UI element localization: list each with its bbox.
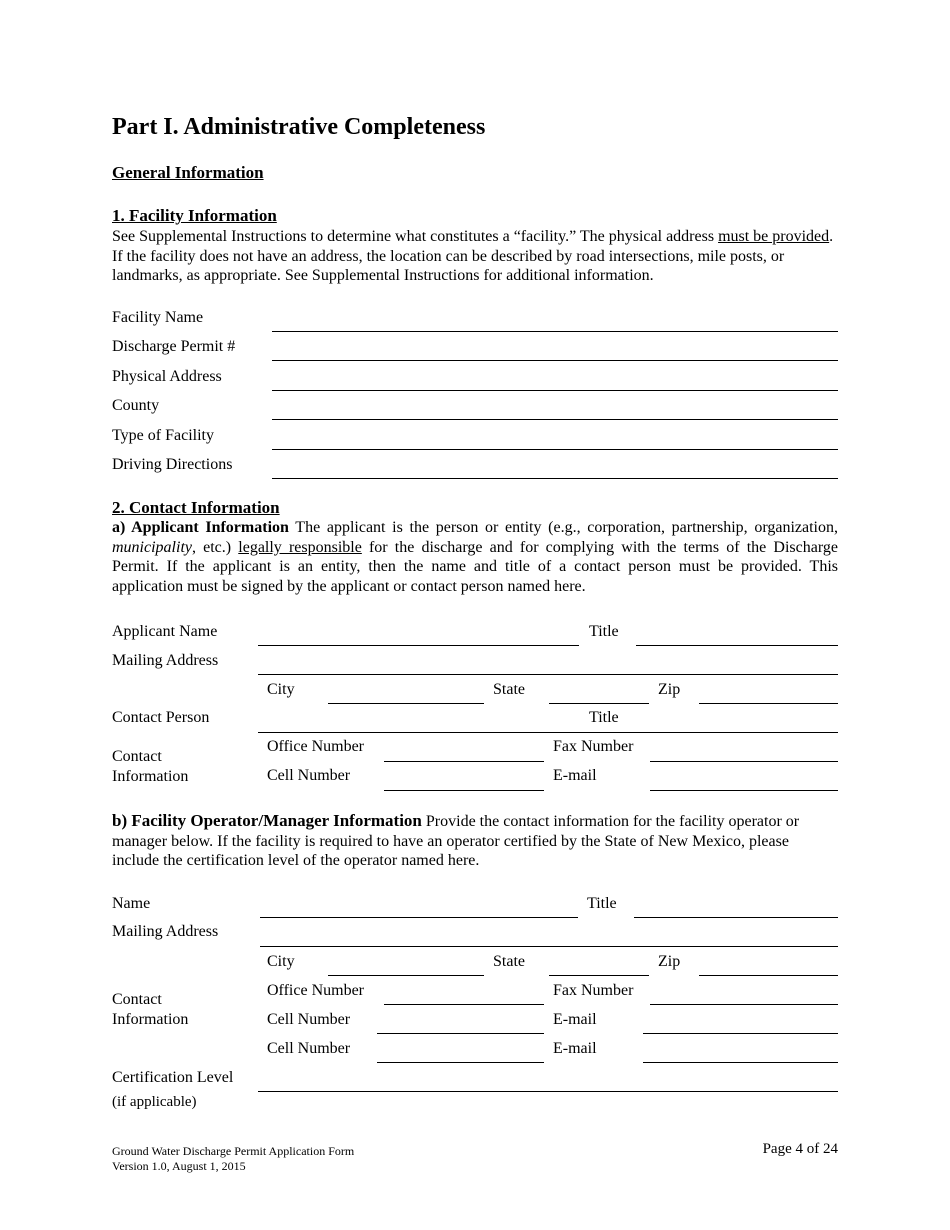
county-field[interactable]: [272, 419, 838, 420]
applicant-title-label: Title: [589, 623, 619, 640]
page-title: Part I. Administrative Completeness: [112, 114, 486, 140]
operator-email-2-field[interactable]: [643, 1062, 838, 1063]
operator-fax-number-label: Fax Number: [553, 982, 634, 999]
applicant-city-label: City: [267, 681, 295, 698]
driving-directions-field[interactable]: [272, 478, 838, 479]
operator-cell-number-label: Cell Number: [267, 1011, 351, 1028]
applicant-zip-field[interactable]: [699, 703, 838, 704]
operator-city-field[interactable]: [328, 975, 484, 976]
operator-cell-number-2-label: Cell Number: [267, 1040, 351, 1057]
operator-cell-number-field[interactable]: [377, 1033, 544, 1034]
operator-cell-number-2-field[interactable]: [377, 1062, 544, 1063]
contact-person-label: Contact Person: [112, 709, 210, 726]
type-of-facility-label: Type of Facility: [112, 427, 214, 444]
operator-name-label: Name: [112, 895, 151, 912]
operator-contact-label: Contact: [112, 991, 162, 1008]
applicant-office-number-label: Office Number: [267, 738, 364, 755]
applicant-cell-number-field[interactable]: [384, 790, 544, 791]
physical-address-field[interactable]: [272, 390, 838, 391]
contact-information-heading: 2. Contact Information: [112, 498, 280, 517]
operator-name-field[interactable]: [260, 917, 578, 918]
operator-information-instructions: b) Facility Operator/Manager Information Provide the contact information for the facility operator or manager below. If the facility is required to have an operator certified by the State of New Mexico, please include the certification level of the operator named here.: [112, 811, 800, 870]
general-information-heading: General Information: [112, 163, 264, 182]
operator-state-field[interactable]: [549, 975, 649, 976]
applicant-fax-number-field[interactable]: [650, 761, 838, 762]
discharge-permit-field[interactable]: [272, 360, 838, 361]
applicant-title-field[interactable]: [636, 645, 838, 646]
contact-person-title-field[interactable]: [578, 732, 838, 733]
applicant-information-instructions: a) Applicant Information The applicant is the person or entity (e.g., corporation, partnership, organization, municipality, etc.) legally responsible for the discharge and for complying with the terms of the Discharge Permit. If the applicant is an entity, then the name and title of a contact person must be provided. This application must be signed by the applicant or contact person named here.: [112, 519, 839, 596]
type-of-facility-field[interactable]: [272, 449, 838, 450]
applicant-mailing-address-field[interactable]: [258, 674, 838, 675]
contact-person-field[interactable]: [258, 732, 578, 733]
physical-address-label: Physical Address: [112, 368, 222, 385]
applicant-state-field[interactable]: [549, 703, 649, 704]
contact-person-title-label: Title: [589, 709, 619, 726]
county-label: County: [112, 397, 160, 414]
applicant-name-label: Applicant Name: [112, 623, 218, 640]
operator-email-2-label: E-mail: [553, 1040, 597, 1057]
page-number: Page 4 of 24: [762, 1141, 838, 1157]
applicant-email-label: E-mail: [553, 767, 597, 784]
operator-state-label: State: [493, 953, 525, 970]
applicant-contact-label: Contact: [112, 748, 162, 765]
operator-zip-label: Zip: [658, 953, 681, 970]
facility-information-instructions: See Supplemental Instructions to determine what constitutes a “facility.” The physical address must be provided. If the facility does not have an address, the location can be described by road intersections, mile posts, or landmarks, as appropriate. See Supplemental Instructions for additional information.: [112, 228, 834, 285]
applicant-information-label: Information: [112, 768, 189, 785]
operator-office-number-label: Office Number: [267, 982, 364, 999]
facility-name-field[interactable]: [272, 331, 838, 332]
driving-directions-label: Driving Directions: [112, 456, 233, 473]
operator-office-number-field[interactable]: [384, 1004, 544, 1005]
operator-information-label: Information: [112, 1011, 189, 1028]
operator-fax-number-field[interactable]: [650, 1004, 838, 1005]
applicant-state-label: State: [493, 681, 525, 698]
certification-level-label: Certification Level: [112, 1069, 234, 1086]
applicant-email-field[interactable]: [650, 790, 838, 791]
certification-level-field[interactable]: [258, 1091, 838, 1092]
operator-mailing-address-field[interactable]: [260, 946, 838, 947]
operator-title-label: Title: [587, 895, 617, 912]
applicant-mailing-address-label: Mailing Address: [112, 652, 219, 669]
operator-email-label: E-mail: [553, 1011, 597, 1028]
operator-mailing-address-label: Mailing Address: [112, 923, 219, 940]
applicant-office-number-field[interactable]: [384, 761, 544, 762]
applicant-cell-number-label: Cell Number: [267, 767, 351, 784]
discharge-permit-label: Discharge Permit #: [112, 338, 236, 355]
operator-title-field[interactable]: [634, 917, 838, 918]
applicant-zip-label: Zip: [658, 681, 681, 698]
applicant-name-field[interactable]: [258, 645, 579, 646]
if-applicable-note: (if applicable): [112, 1094, 197, 1110]
facility-information-heading: 1. Facility Information: [112, 206, 277, 225]
applicant-fax-number-label: Fax Number: [553, 738, 634, 755]
operator-email-field[interactable]: [643, 1033, 838, 1034]
operator-zip-field[interactable]: [699, 975, 838, 976]
footer-form-name: Ground Water Discharge Permit Application Form: [112, 1144, 355, 1158]
facility-name-label: Facility Name: [112, 309, 204, 326]
footer-version: Version 1.0, August 1, 2015: [112, 1159, 246, 1173]
operator-city-label: City: [267, 953, 295, 970]
applicant-city-field[interactable]: [328, 703, 484, 704]
